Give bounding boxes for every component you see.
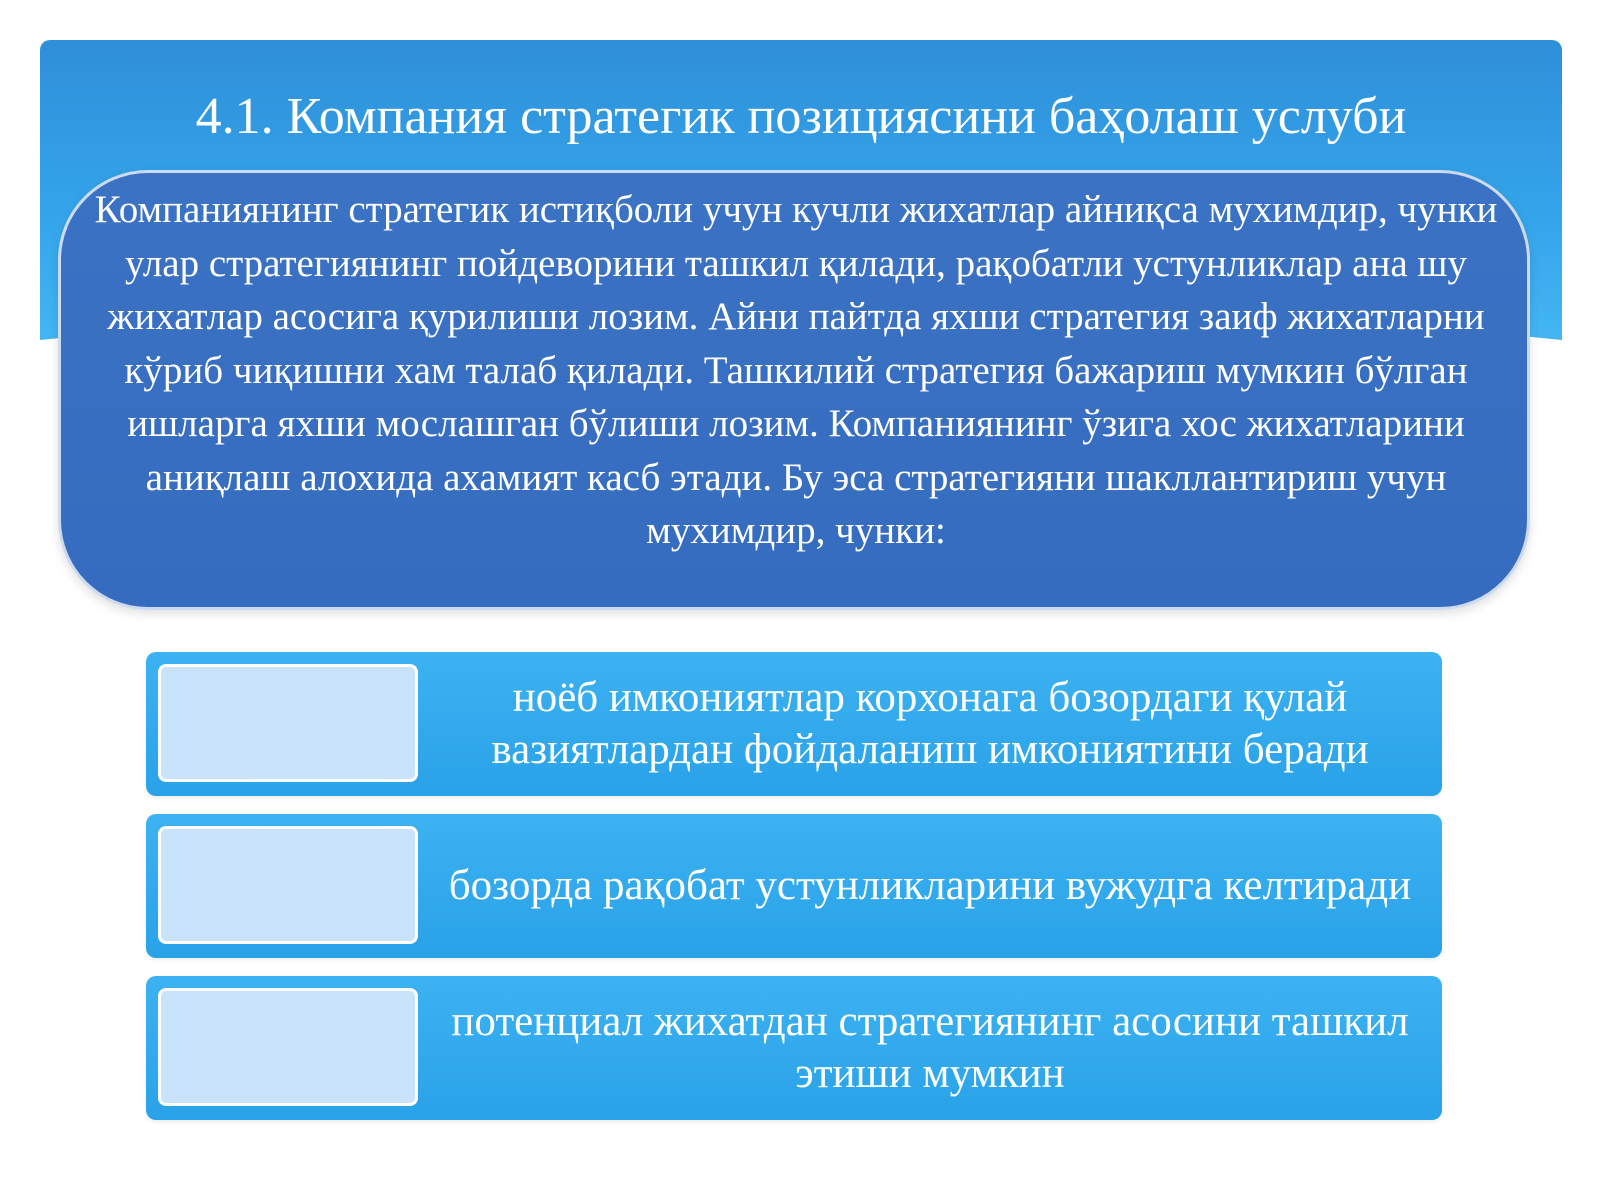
point-marker-2: [158, 826, 418, 944]
point-row-2: [146, 814, 1442, 958]
point-text-1: ноёб имкониятлар корхонага бозордаги қулай вазиятлардан фойдаланиш имкониятини беради: [491, 674, 1369, 773]
point-marker-1: [158, 664, 418, 782]
intro-text: Компаниянинг стратегик истиқболи учун кучли жихатлар айниқса мухимдир, чунки улар стратегиянинг пойдеворини ташкил қилади, рақобатли устунликлар ана шу жихатлар асосига қурилиши лозим. Айни пайтда яхши стратегия заиф жихатларни кўриб чиқишни хам талаб қилади. Ташкилий стратегия бажариш мумкин бўлган ишларга яхши мослашган бўлиши лозим. Компаниянинг ўзига хос жихатларини аниқлаш алохида ахамият касб этади. Бу эса стратегияни шакллантириш учун мухимдир, чунки:: [94, 188, 1498, 552]
slide-title: 4.1. Компания стратегик позициясини баҳолаш услуби: [195, 88, 1407, 145]
point-text-2: бозорда рақобат устунликларини вужудга келтиради: [448, 862, 1412, 909]
point-row-1: [146, 652, 1442, 796]
point-row-3: [146, 976, 1442, 1120]
point-text-3: потенциал жихатдан стратегиянинг асосини ташкил этиши мумкин: [451, 998, 1409, 1097]
point-marker-3: [158, 988, 418, 1106]
